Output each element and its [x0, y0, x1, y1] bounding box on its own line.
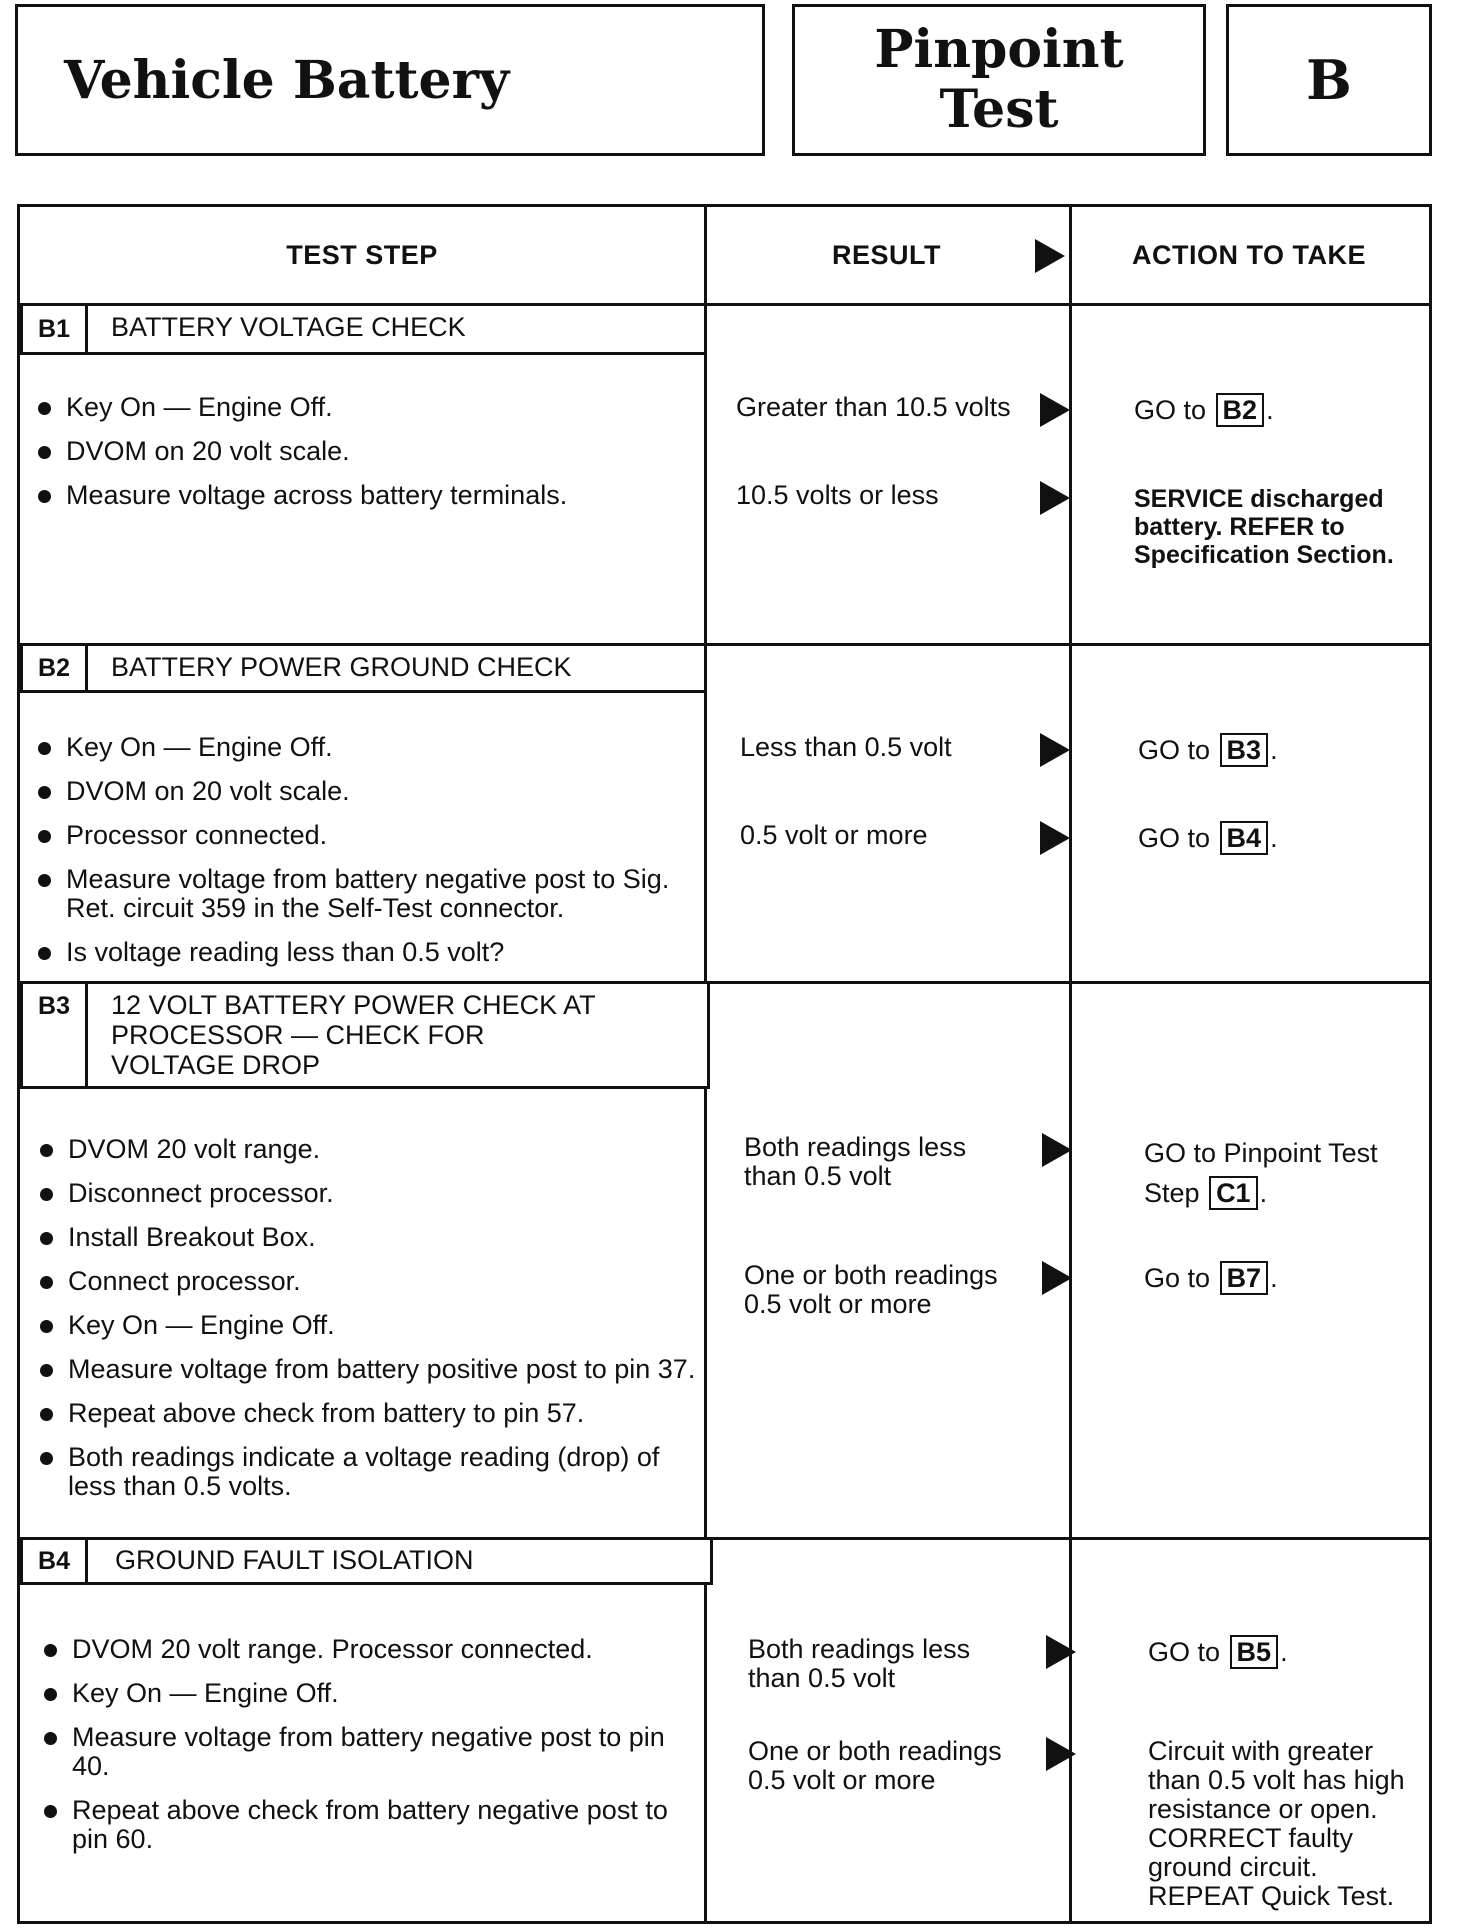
action-text: GO to Pinpoint Test: [1144, 1138, 1378, 1168]
result-arrow-icon: [1046, 1737, 1076, 1771]
step-ref-b7: B7: [1220, 1261, 1269, 1295]
step-b1-bullets: [32, 393, 692, 525]
step-title-line: PROCESSOR — CHECK FOR: [111, 1020, 485, 1050]
test-letter-box: [1226, 4, 1432, 156]
list-item: DVOM 20 volt range.: [34, 1135, 699, 1164]
step-header-b4: [20, 1537, 713, 1585]
pinpoint-line-2: Test: [939, 79, 1059, 140]
step-ref-b3: B3: [1220, 733, 1269, 767]
list-item: DVOM 20 volt range. Processor connected.: [38, 1635, 703, 1664]
list-item: Repeat above check from battery negative post to pin 60.: [38, 1796, 703, 1854]
action-line: battery. REFER to: [1134, 513, 1345, 541]
action-line: ground circuit.: [1148, 1852, 1318, 1882]
result-line: One or both readings: [748, 1736, 1002, 1766]
list-item: Processor connected.: [32, 821, 692, 850]
list-item: Disconnect processor.: [34, 1179, 699, 1208]
period: .: [1270, 735, 1278, 765]
step-title: BATTERY POWER GROUND CHECK: [111, 652, 572, 682]
step-header-b2: [20, 643, 707, 693]
action-text: GO to: [1138, 735, 1211, 765]
step-title-line: VOLTAGE DROP: [111, 1050, 321, 1080]
list-item: Install Breakout Box.: [34, 1223, 699, 1252]
action-correct-ground: [1148, 1737, 1405, 1911]
result-arrow-icon: [1042, 1261, 1072, 1295]
list-item: Key On — Engine Off.: [34, 1311, 699, 1340]
action-service-battery: [1134, 485, 1394, 569]
list-item: Is voltage reading less than 0.5 volt?: [32, 938, 692, 967]
step-ref-b4: B4: [1220, 821, 1269, 855]
result-text: 0.5 volt or more: [740, 820, 928, 850]
step-id: B4: [23, 1540, 88, 1582]
pinpoint-line-1: Pinpoint: [874, 19, 1124, 80]
action-line: Specification Section.: [1134, 541, 1394, 569]
list-item: Measure voltage from battery negative post to Sig. Ret. circuit 359 in the Self-Test connector.: [32, 865, 692, 923]
result-text: [748, 1737, 1002, 1795]
period: .: [1270, 1263, 1278, 1293]
result-line: Both readings less: [748, 1634, 971, 1664]
step-b2-bullets: [32, 733, 692, 982]
result-line: One or both readings: [744, 1260, 998, 1290]
step-id: B1: [23, 306, 88, 352]
result-arrow-icon: [1042, 1133, 1072, 1167]
step-title: GROUND FAULT ISOLATION: [115, 1545, 474, 1575]
action-line: resistance or open.: [1148, 1794, 1378, 1824]
list-item: Key On — Engine Off.: [32, 733, 692, 762]
step-header-b3: [20, 981, 710, 1089]
list-item: DVOM on 20 volt scale.: [32, 437, 692, 466]
action-goto-b3: [1138, 733, 1278, 767]
action-goto-b7: [1144, 1261, 1278, 1295]
period: .: [1259, 1178, 1268, 1208]
result-arrow-icon: [1040, 821, 1070, 855]
step-ref-c1: C1: [1209, 1176, 1258, 1210]
pinpoint-table: [17, 204, 1432, 1924]
step-title: BATTERY VOLTAGE CHECK: [111, 312, 466, 342]
list-item: Key On — Engine Off.: [38, 1679, 703, 1708]
result-text: 10.5 volts or less: [736, 480, 939, 510]
result-line: than 0.5 volt: [744, 1161, 892, 1191]
action-goto-b2: [1134, 393, 1274, 427]
action-line: than 0.5 volt has high: [1148, 1765, 1405, 1795]
action-line: CORRECT faulty: [1148, 1823, 1354, 1853]
list-item: Measure voltage across battery terminals.: [32, 481, 692, 510]
result-line: 0.5 volt or more: [748, 1765, 936, 1795]
column-header-action: ACTION TO TAKE: [1132, 239, 1366, 270]
list-item: Repeat above check from battery to pin 57.: [34, 1399, 699, 1428]
period: .: [1266, 395, 1274, 425]
test-letter: B: [1306, 48, 1352, 112]
result-line: Both readings less: [744, 1132, 967, 1162]
action-text: GO to: [1134, 395, 1207, 425]
step-b4-bullets: [38, 1635, 703, 1869]
list-item: DVOM on 20 volt scale.: [32, 777, 692, 806]
step-title: [111, 990, 596, 1080]
period: .: [1280, 1637, 1288, 1667]
result-arrow-icon: [1040, 393, 1070, 427]
action-text: Step: [1144, 1178, 1200, 1208]
pinpoint-test-box: [792, 4, 1206, 156]
result-text: [744, 1133, 966, 1191]
step-b3-bullets: [34, 1135, 699, 1516]
action-text: GO to: [1148, 1637, 1221, 1667]
list-item: Key On — Engine Off.: [32, 393, 692, 422]
action-goto-b5: [1148, 1635, 1288, 1669]
action-line: REPEAT Quick Test.: [1148, 1881, 1395, 1911]
list-item: Measure voltage from battery negative post to pin 40.: [38, 1723, 703, 1781]
title-box: [15, 4, 765, 156]
result-arrow-icon: [1035, 239, 1065, 273]
list-item: Both readings indicate a voltage reading (drop) of less than 0.5 volts.: [34, 1443, 699, 1501]
action-goto-c1: [1144, 1133, 1378, 1213]
result-text: Greater than 10.5 volts: [736, 392, 1011, 422]
step-header-b1: [20, 303, 707, 355]
result-line: 0.5 volt or more: [744, 1289, 932, 1319]
list-item: Connect processor.: [34, 1267, 699, 1296]
column-header-result: RESULT: [832, 239, 941, 270]
pinpoint-test-label: [874, 20, 1123, 140]
step-title-line: 12 VOLT BATTERY POWER CHECK AT: [111, 990, 596, 1020]
step-ref-b5: B5: [1230, 1635, 1279, 1669]
result-text: Less than 0.5 volt: [740, 732, 952, 762]
action-line: SERVICE discharged: [1134, 485, 1384, 513]
result-arrow-icon: [1046, 1635, 1076, 1669]
action-text: Go to: [1144, 1263, 1211, 1293]
period: .: [1270, 823, 1278, 853]
step-ref-b2: B2: [1216, 393, 1265, 427]
action-text: GO to: [1138, 823, 1211, 853]
action-line: Circuit with greater: [1148, 1736, 1374, 1766]
result-text: [748, 1635, 970, 1693]
step-id: B2: [23, 646, 88, 690]
page-title: Vehicle Battery: [64, 49, 510, 111]
result-text: [744, 1261, 998, 1319]
list-item: Measure voltage from battery positive post to pin 37.: [34, 1355, 699, 1384]
result-arrow-icon: [1040, 481, 1070, 515]
step-id: B3: [23, 984, 88, 1086]
result-arrow-icon: [1040, 733, 1070, 767]
result-line: than 0.5 volt: [748, 1663, 896, 1693]
action-goto-b4: [1138, 821, 1278, 855]
column-header-test-step: TEST STEP: [286, 239, 438, 270]
